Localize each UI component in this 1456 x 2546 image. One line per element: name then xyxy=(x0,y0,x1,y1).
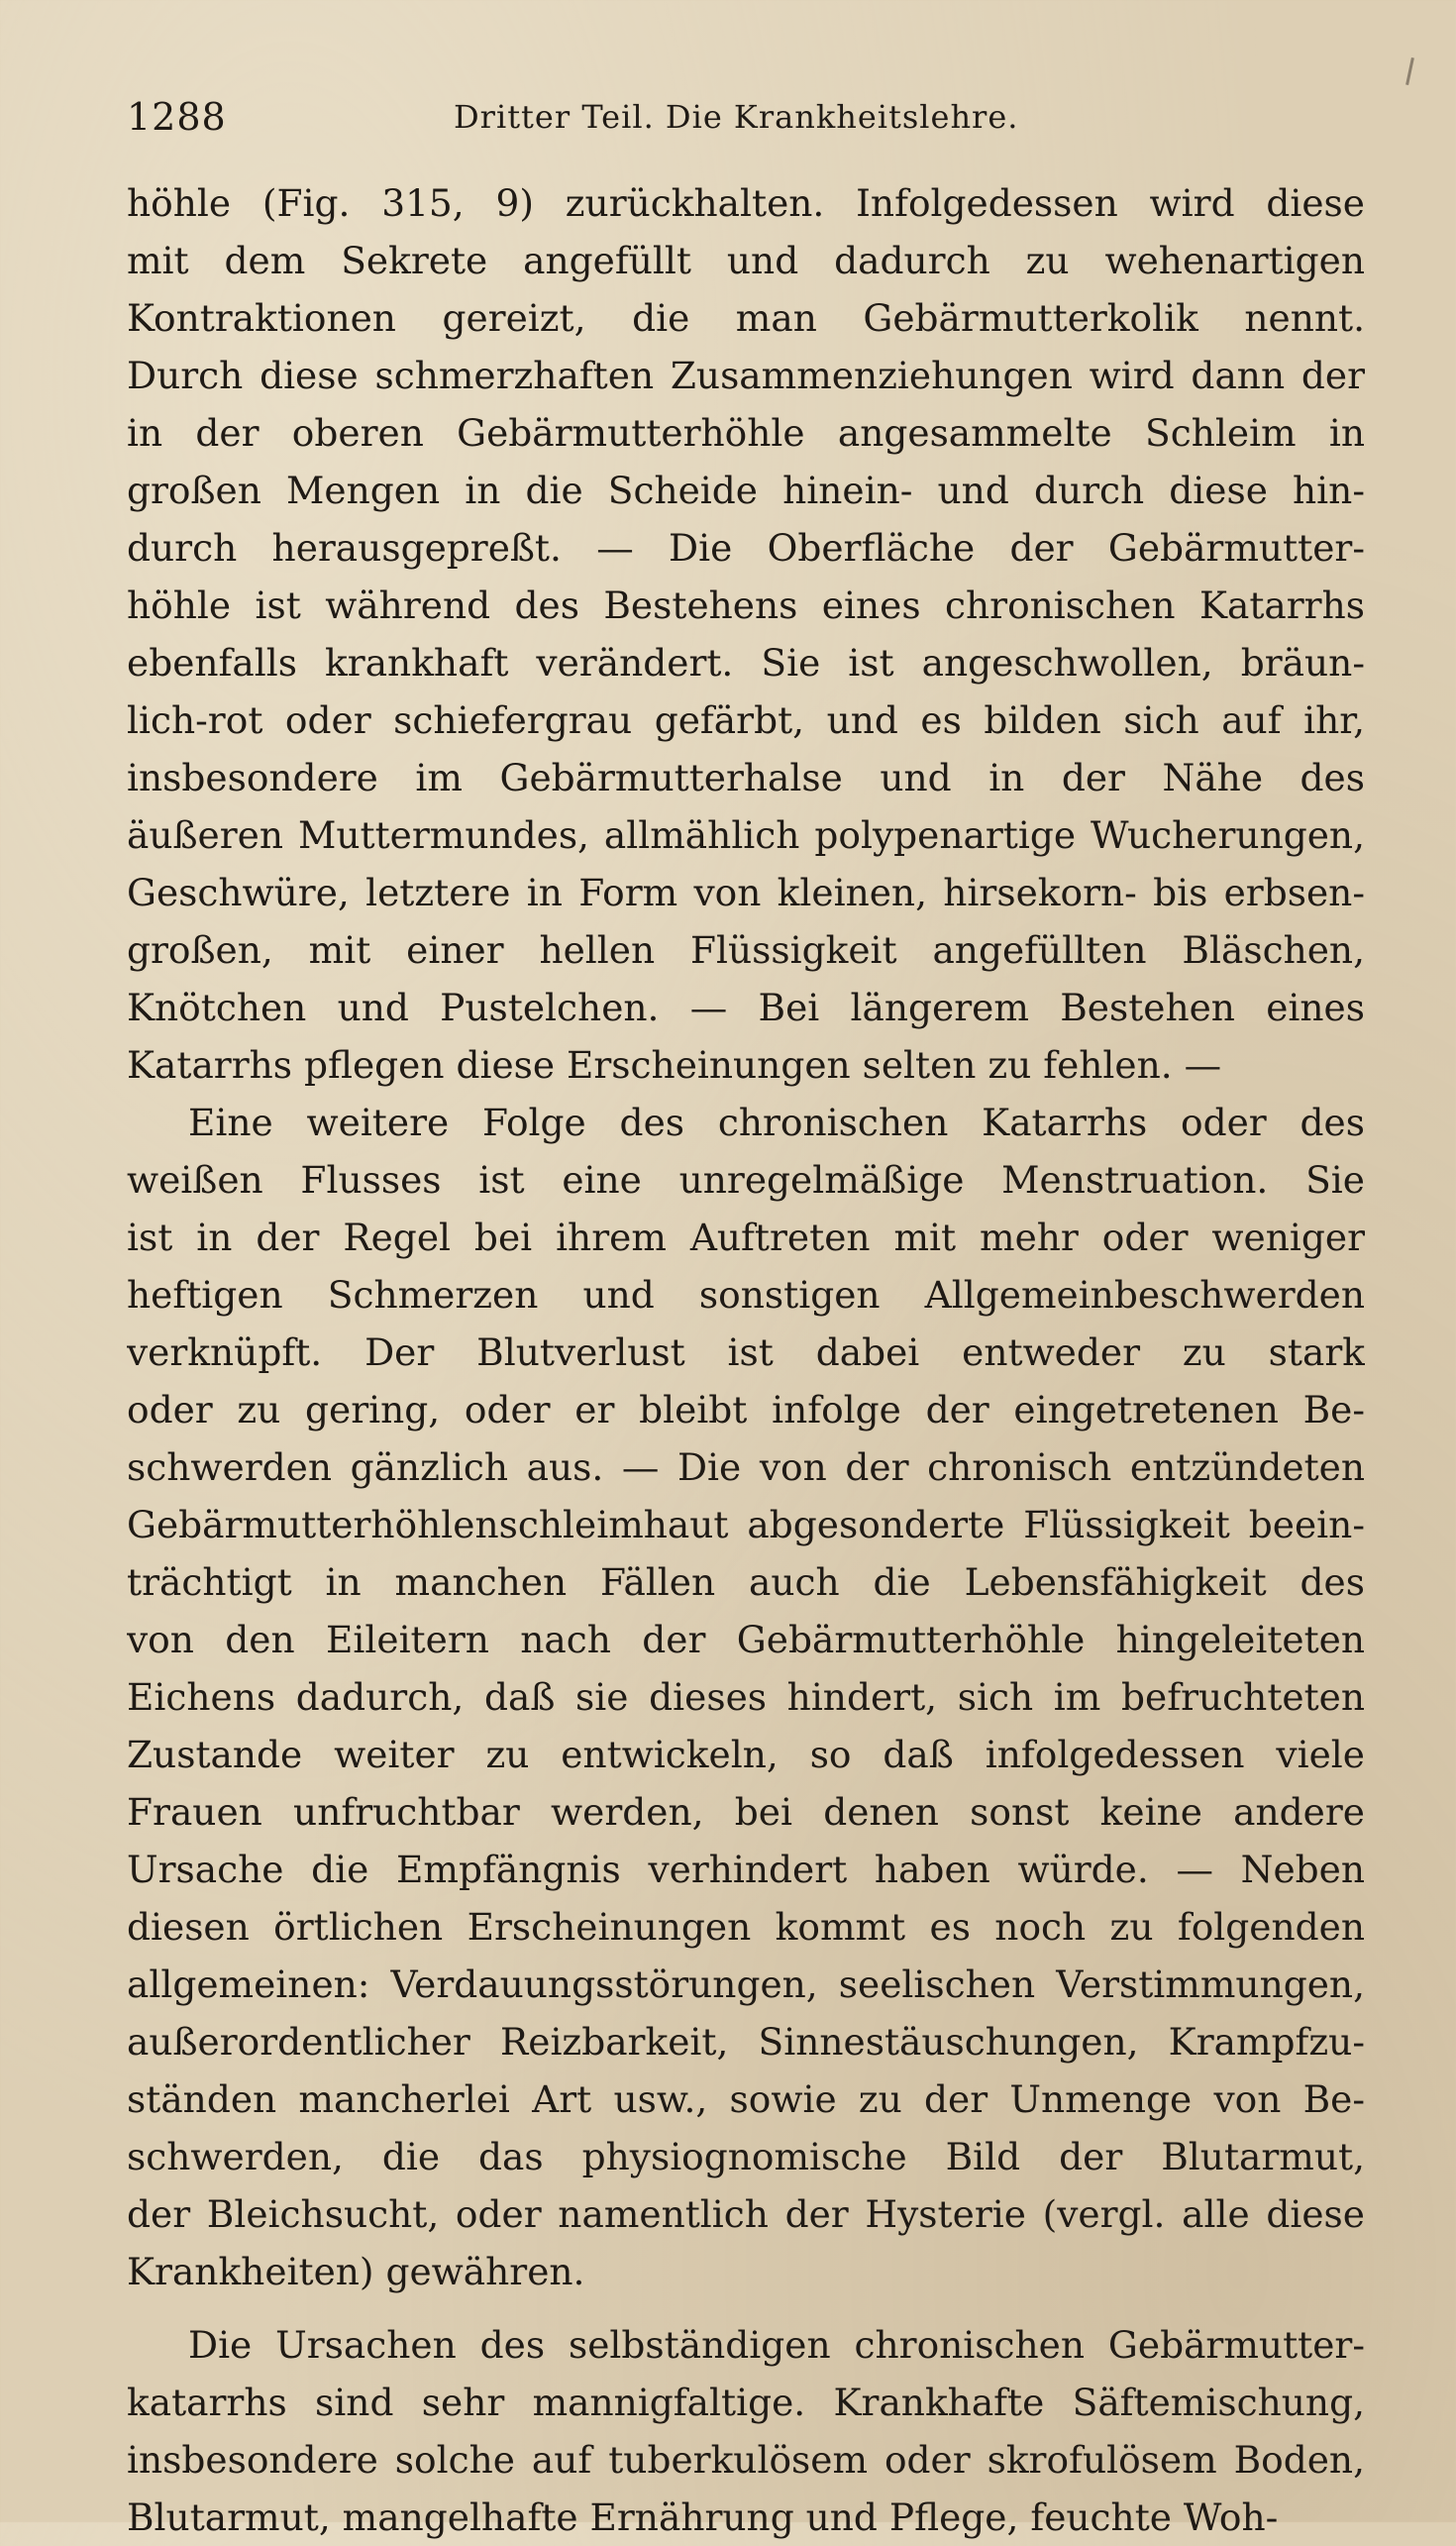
paragraph-gap xyxy=(127,2300,1365,2316)
paragraph xyxy=(127,2316,1365,2546)
text-line: heftigen Schmerzen und sonstigen Allgemeinbeschwerden xyxy=(127,1273,1365,1317)
text-line: trächtigt in manchen Fällen auch die Lebensfähigkeit des xyxy=(127,1560,1365,1604)
text-line: in der oberen Gebärmutterhöhle angesammelte Schleim in xyxy=(127,411,1365,455)
text-line: Ursache die Empfängnis verhindert haben würde. — Neben xyxy=(127,1848,1365,1891)
text-line: ständen mancherlei Art usw., sowie zu der Unmenge von Be- xyxy=(127,2077,1365,2121)
text-line: Die Ursachen des selbständigen chronischen Gebärmutter- xyxy=(188,2323,1365,2367)
text-line: höhle (Fig. 315, 9) zurückhalten. Infolgedessen wird diese xyxy=(127,181,1365,225)
text-line: ebenfalls krankhaft verändert. Sie ist angeschwollen, bräun- xyxy=(127,641,1365,685)
text-line: Eichens dadurch, daß sie dieses hindert, sich im befruchteten xyxy=(127,1675,1365,1719)
paragraph xyxy=(127,174,1365,1094)
text-line: mit dem Sekrete angefüllt und dadurch zu wehenartigen xyxy=(127,239,1365,282)
text-line: diesen örtlichen Erscheinungen kommt es noch zu folgenden xyxy=(127,1905,1365,1949)
text-line: insbesondere solche auf tuberkulösem oder skrofulösem Boden, xyxy=(127,2438,1365,2482)
text-line: Blutarmut, mangelhafte Ernährung und Pflege, feuchte Woh- xyxy=(127,2495,1279,2539)
text-line: weißen Flusses ist eine unregelmäßige Menstruation. Sie xyxy=(127,1158,1365,1202)
page-header xyxy=(127,87,1365,147)
text-line: Zustande weiter zu entwickeln, so daß infolgedessen viele xyxy=(127,1733,1365,1776)
text-line: Katarrhs pflegen diese Erscheinungen selten zu fehlen. — xyxy=(127,1043,1222,1087)
text-line: Knötchen und Pustelchen. — Bei längerem Bestehen eines xyxy=(127,986,1365,1029)
text-line: äußeren Muttermundes, allmählich polypenartige Wucherungen, xyxy=(127,813,1365,857)
paragraph xyxy=(127,1094,1365,2300)
text-line: katarrhs sind sehr mannigfaltige. Krankhafte Säftemischung, xyxy=(127,2381,1365,2424)
text-line: außerordentlicher Reizbarkeit, Sinnestäuschungen, Krampfzu- xyxy=(127,2020,1365,2064)
text-line: ist in der Regel bei ihrem Auftreten mit mehr oder weniger xyxy=(127,1216,1365,1259)
text-line: von den Eileitern nach der Gebärmutterhöhle hingeleiteten xyxy=(127,1618,1365,1661)
text-line: Krankheiten) gewähren. xyxy=(127,2250,585,2293)
text-line: Kontraktionen gereizt, die man Gebärmutterkolik nennt. xyxy=(127,296,1365,340)
text-line: schwerden, die das physiognomische Bild der Blutarmut, xyxy=(127,2135,1365,2178)
text-line: Frauen unfruchtbar werden, bei denen sonst keine andere xyxy=(127,1790,1365,1834)
text-line: insbesondere im Gebärmutterhalse und in der Nähe des xyxy=(127,756,1365,799)
text-line: lich-rot oder schiefergrau gefärbt, und es bilden sich auf ihr, xyxy=(127,698,1365,742)
text-line: großen, mit einer hellen Flüssigkeit angefüllten Bläschen, xyxy=(127,928,1365,972)
text-line: schwerden gänzlich aus. — Die von der chronisch entzündeten xyxy=(127,1445,1365,1489)
text-line: höhle ist während des Bestehens eines chronischen Katarrhs xyxy=(127,583,1365,627)
page-number: 1288 xyxy=(127,95,227,139)
text-line: Geschwüre, letztere in Form von kleinen, hirsekorn- bis erbsen- xyxy=(127,871,1365,914)
text-line: der Bleichsucht, oder namentlich der Hysterie (vergl. alle diese xyxy=(127,2192,1365,2236)
text-line: Gebärmutterhöhlenschleimhaut abgesonderte Flüssigkeit beein- xyxy=(127,1503,1365,1546)
body-text xyxy=(127,174,1365,2546)
running-head: Dritter Teil. Die Krankheitslehre. xyxy=(454,98,1019,136)
edge-mark xyxy=(1405,57,1414,85)
text-line: Eine weitere Folge des chronischen Katarrhs oder des xyxy=(188,1101,1365,1144)
text-line: allgemeinen: Verdauungsstörungen, seelischen Verstimmungen, xyxy=(127,1963,1365,2006)
text-line: großen Mengen in die Scheide hinein- und durch diese hin- xyxy=(127,469,1365,512)
text-line: durch herausgepreßt. — Die Oberfläche der Gebärmutter- xyxy=(127,526,1365,570)
text-line: Durch diese schmerzhaften Zusammenziehungen wird dann der xyxy=(127,354,1365,397)
text-line: verknüpft. Der Blutverlust ist dabei entweder zu stark xyxy=(127,1330,1365,1374)
text-line: oder zu gering, oder er bleibt infolge der eingetretenen Be- xyxy=(127,1388,1365,1432)
